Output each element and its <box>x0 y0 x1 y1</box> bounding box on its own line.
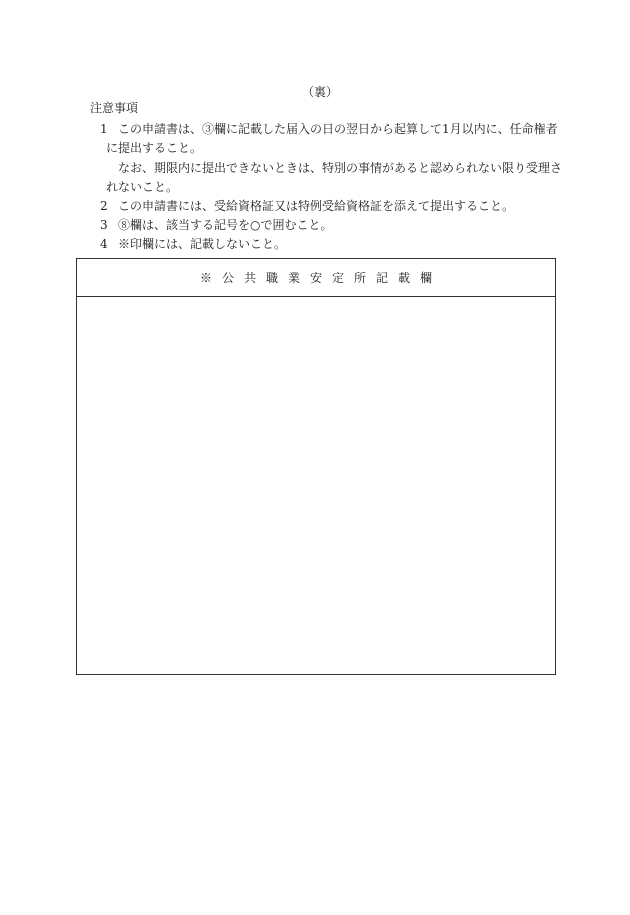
note-4-number: 4 <box>100 237 108 251</box>
office-entry-header <box>77 259 555 297</box>
note-3-number: 3 <box>100 218 108 232</box>
note-1-line-4: れないこと。 <box>106 180 179 194</box>
notes-heading: 注意事項 <box>90 101 139 115</box>
note-2-number: 2 <box>100 199 108 213</box>
note-1-text-1: この申請書は、③欄に記載した届入の日の翌日から起算して1月以内に、任命権者 <box>118 122 558 136</box>
office-entry-box <box>76 258 556 675</box>
page-side-label: （裏） <box>301 85 338 99</box>
note-3-text: ⑧欄は、該当する記号を○で囲むこと。 <box>118 218 333 232</box>
note-1-line-1 <box>100 122 558 136</box>
note-4 <box>100 237 286 251</box>
note-4-text: ※印欄には、記載しないこと。 <box>118 237 287 251</box>
note-3 <box>100 218 332 232</box>
note-2-text: この申請書には、受給資格証又は特例受給資格証を添えて提出すること。 <box>118 199 515 213</box>
office-entry-title: ※公共職業安定所記載欄 <box>199 271 442 285</box>
office-entry-area[interactable] <box>77 297 555 674</box>
note-1-line-2: に提出すること。 <box>106 141 203 155</box>
note-1-number: 1 <box>100 122 108 136</box>
note-2 <box>100 199 514 213</box>
note-1-line-3: なお、期限内に提出できないときは、特別の事情があると認められない限り受理さ <box>118 161 563 175</box>
